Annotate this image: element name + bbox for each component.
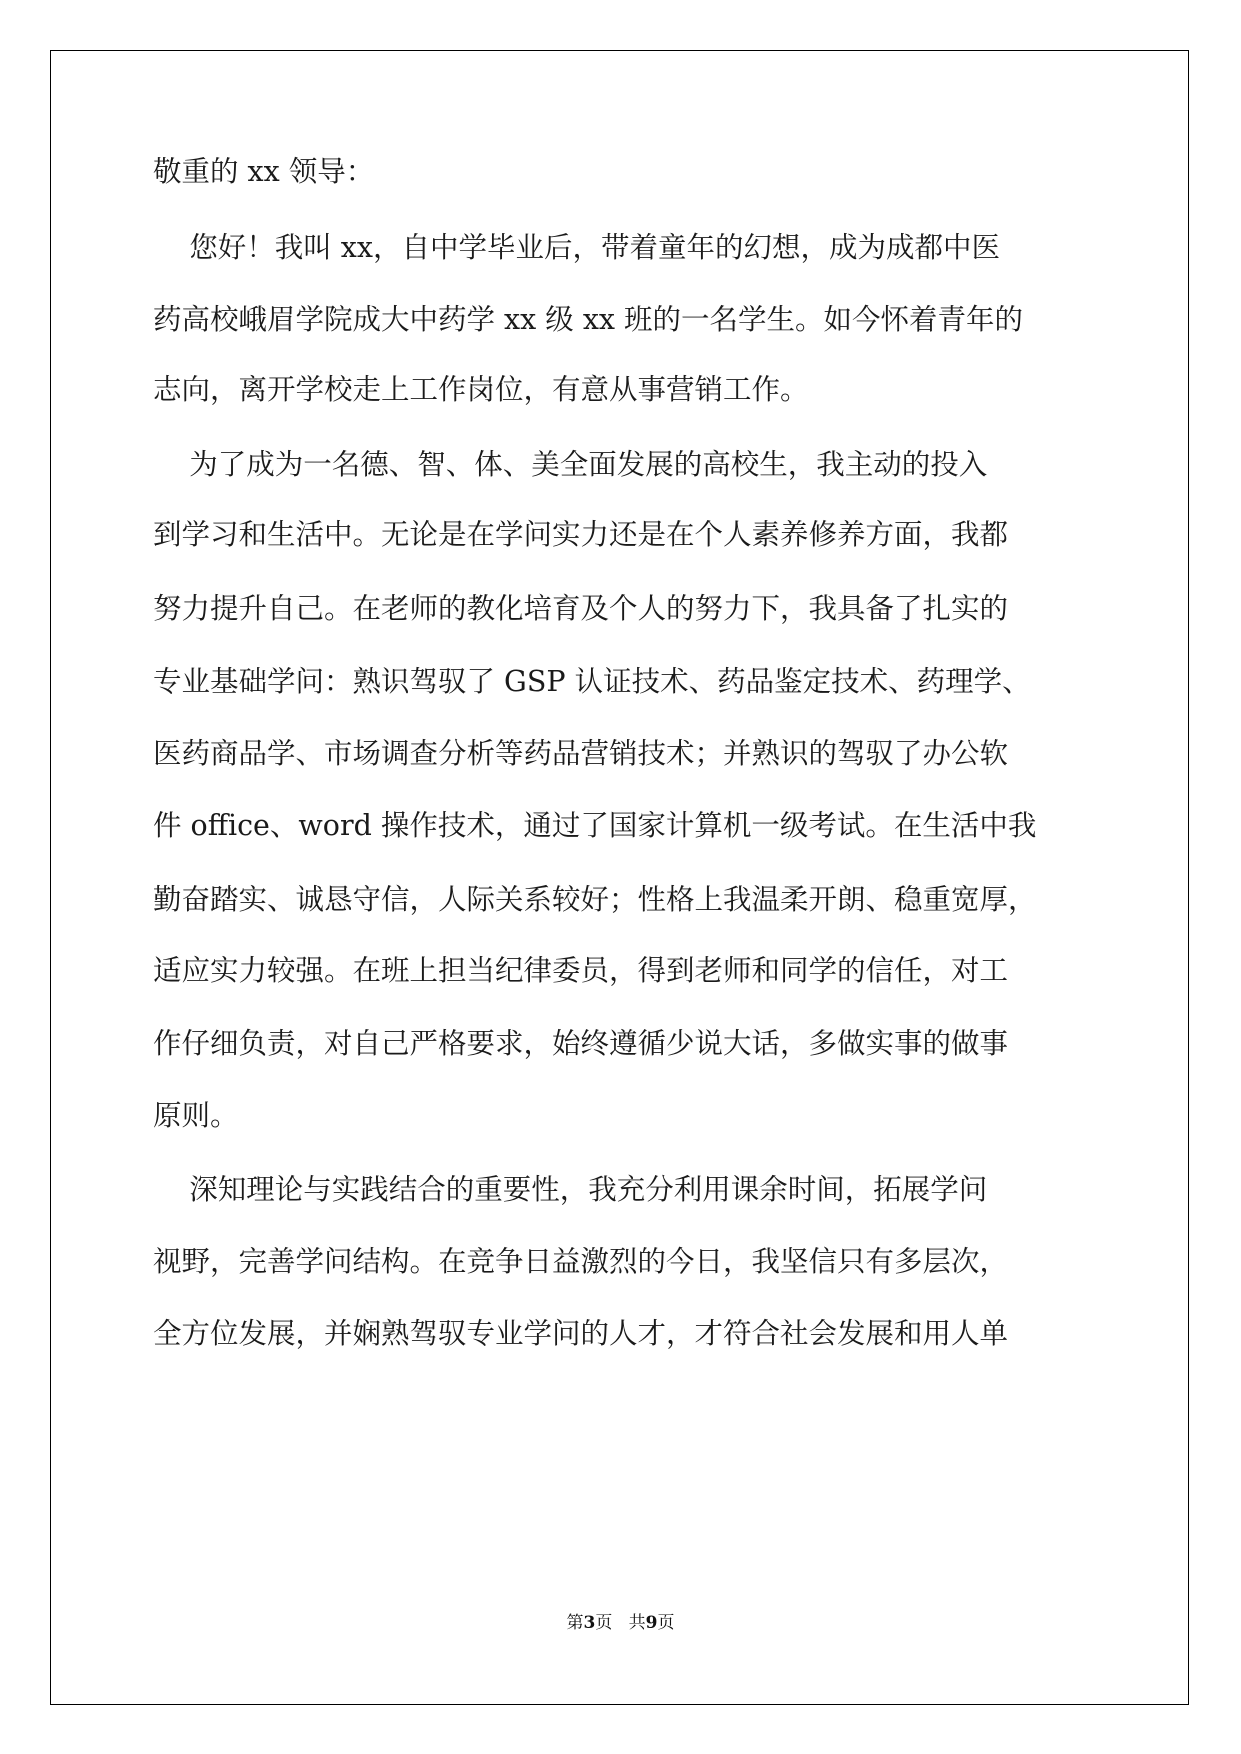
total-page-number: 9 (645, 1613, 658, 1633)
body-line: 视野，完善学问结构。在竞争日益激烈的今日，我坚信只有多层次， (153, 1245, 1009, 1278)
body-line: 适应实力较强。在班上担当纪律委员，得到老师和同学的信任，对工 (153, 954, 1009, 987)
body-line: 到学习和生活中。无论是在学问实力还是在个人素养修养方面，我都 (153, 518, 1009, 551)
body-line: 件 office、word 操作技术，通过了国家计算机一级考试。在生活中我 (153, 809, 1037, 842)
body-line: 作仔细负责，对自己严格要求，始终遵循少说大话，多做实事的做事 (153, 1027, 1009, 1060)
footer-suffix: 页 (657, 1613, 675, 1633)
body-line: 深知理论与实践结合的重要性，我充分利用课余时间，拓展学问 (153, 1173, 988, 1206)
body-line: 志向，离开学校走上工作岗位，有意从事营销工作。 (153, 373, 809, 406)
current-page-number: 3 (583, 1613, 596, 1633)
page-border (50, 50, 1189, 1705)
body-line: 为了成为一名德、智、体、美全面发展的高校生，我主动的投入 (153, 448, 988, 481)
body-line: 勤奋踏实、诚恳守信，人际关系较好；性格上我温柔开朗、稳重宽厚， (153, 883, 1037, 916)
page-footer (0, 1608, 1241, 1633)
body-line: 医药商品学、市场调查分析等药品营销技术；并熟识的驾驭了办公软 (153, 737, 1009, 770)
body-line: 药高校峨眉学院成大中药学 xx 级 xx 班的一名学生。如今怀着青年的 (153, 303, 1024, 336)
body-line: 全方位发展，并娴熟驾驭专业学问的人才，才符合社会发展和用人单 (153, 1317, 1009, 1350)
body-line: 您好！我叫 xx，自中学毕业后，带着童年的幻想，成为成都中医 (153, 231, 1000, 264)
body-line: 原则。 (153, 1099, 239, 1132)
footer-middle: 页 共 (595, 1613, 646, 1633)
body-line: 专业基础学问：熟识驾驭了 GSP 认证技术、药品鉴定技术、药理学、 (153, 665, 1031, 698)
salutation-line: 敬重的 xx 领导： (153, 155, 375, 188)
body-line: 努力提升自己。在老师的教化培育及个人的努力下，我具备了扎实的 (153, 592, 1009, 625)
footer-prefix: 第 (566, 1613, 584, 1633)
